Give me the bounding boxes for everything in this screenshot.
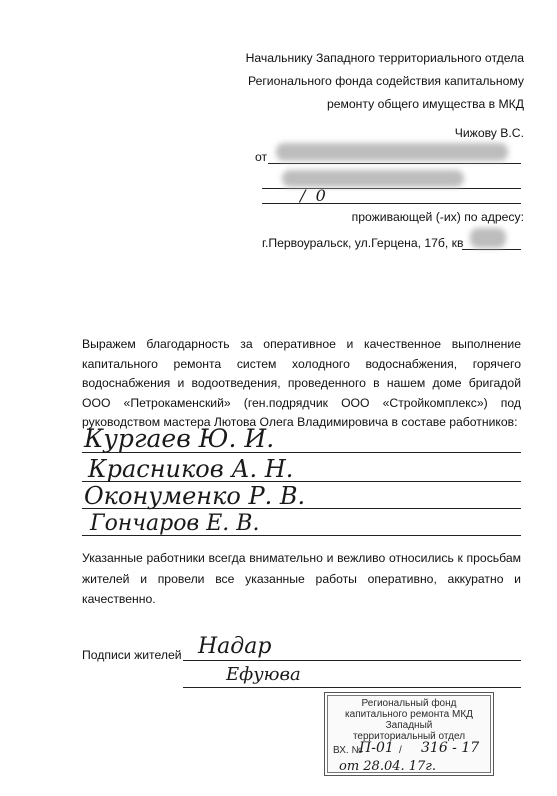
header-line-2: Регионального фонда содействия капитальному <box>247 74 524 88</box>
signatures-label: Подписи жителей <box>82 648 182 662</box>
handwritten-mark: / 0 <box>300 186 326 205</box>
signature-2: Ефуюва <box>226 664 301 685</box>
residing-label: проживающей (-их) по адресу: <box>351 210 524 224</box>
worker-name-4: Гончаров Е. В. <box>90 511 260 536</box>
redacted-name-2 <box>282 170 464 187</box>
stamp-in-number-1: П-01 <box>359 740 394 756</box>
signature-line-1 <box>183 660 521 661</box>
address-text: г.Первоуральск, ул.Герцена, 17б, кв <box>262 236 464 250</box>
from-underline-3 <box>262 203 521 204</box>
thanks-paragraph: Выражем благодарность за оперативное и качественное выполнение капитального ремонта систем холодного водоснабжения, горячего водоснабжения и водоотведения, проведенного в нашем доме бригадой ООО «Петрокаменский» (ген.подрядчик ООО «Стройкомплекс») под руководством мастера Лютова Олега Владимировича в составе работников: <box>82 337 521 429</box>
signature-line-2 <box>183 687 521 688</box>
worker-name-2: Красников А. Н. <box>88 455 294 483</box>
redacted-name <box>276 143 508 161</box>
from-underline <box>268 163 521 164</box>
stamp-date: от 28.04. 17г. <box>339 759 437 774</box>
worker-name-3: Оконуменко Р. В. <box>84 482 306 510</box>
stamp-in-number-2: 316 - 17 <box>421 740 480 756</box>
stamp-line-4: территориальный отдел <box>352 731 466 742</box>
addressee-name: Чижову В.С. <box>454 126 524 140</box>
stamp-line-1: Региональный фонд <box>361 698 457 709</box>
worker-name-1: Кургаев Ю. И. <box>84 424 275 453</box>
signature-1: Надар <box>198 634 272 659</box>
address-underline <box>462 249 521 250</box>
from-label: от <box>255 150 268 164</box>
redacted-apartment <box>470 228 506 248</box>
stamp-in-label: ВХ. № <box>333 745 363 756</box>
header-line-3: ремонту общего имущества в МКД <box>326 97 524 111</box>
stamp-line-2: капитального ремонта МКД <box>345 709 473 720</box>
stamp-slash: / <box>399 745 402 756</box>
header-line-1: Начальнику Западного территориального отдела <box>245 51 524 65</box>
stamp-line-3: Западный <box>385 720 433 731</box>
registration-stamp <box>324 692 494 776</box>
closing-paragraph: Указанные работники всегда внимательно и вежливо относились к просьбам жителей и провели все указанные работы оперативно, аккуратно и качественно. <box>82 551 521 606</box>
